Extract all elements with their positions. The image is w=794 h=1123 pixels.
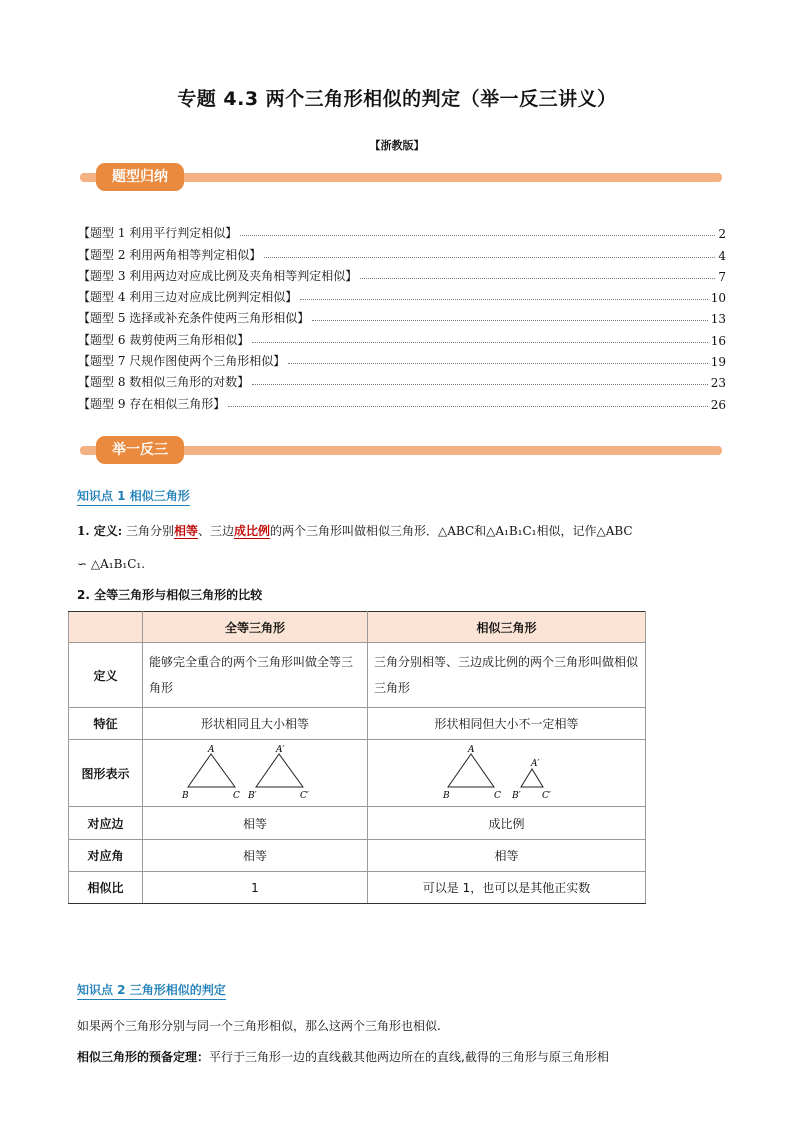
triangle-a1b1c1 — [256, 754, 303, 787]
table-row — [69, 840, 646, 872]
toc-entry-page: 23 — [710, 376, 726, 391]
row-label: 定义 — [69, 643, 143, 708]
vertex-label: A — [468, 744, 475, 755]
similar-triangles-figure — [441, 742, 571, 802]
highlight-equal: 相等 — [173, 524, 198, 538]
knowledge-point-1-heading: 知识点 1 相似三角形 — [77, 487, 190, 506]
table-row — [69, 708, 646, 740]
table-cell: 相等 — [143, 840, 368, 872]
table-row — [69, 740, 646, 807]
toc-entry-page: 26 — [710, 397, 726, 412]
banner-examples — [80, 436, 722, 466]
vertex-label: A′ — [531, 758, 541, 769]
table-header-cell — [69, 612, 143, 643]
toc-entry-page: 2 — [718, 227, 726, 242]
toc-entry[interactable] — [78, 263, 726, 284]
toc-entry-title: 【题型 5 选择或补充条件使两三角形相似】 — [78, 311, 310, 326]
toc-dot-leader — [228, 406, 707, 407]
vertex-label: C′ — [299, 790, 309, 801]
definition-prefix: 1. 定义: — [77, 524, 123, 538]
page-title: 专题 4.3 两个三角形相似的判定（举一反三讲义） — [177, 88, 617, 110]
table-header-row — [69, 612, 646, 643]
comparison-title: 2. 全等三角形与相似三角形的比较 — [77, 588, 263, 602]
toc-dot-leader — [360, 278, 715, 279]
vertex-label: C — [232, 790, 240, 801]
table-header-cell: 相似三角形 — [367, 612, 645, 643]
toc-entry[interactable] — [78, 369, 726, 390]
table-cell: 相等 — [367, 840, 645, 872]
toc-entry-page: 13 — [710, 312, 726, 327]
table-cell: 形状相同但大小不一定相等 — [367, 708, 645, 740]
row-label: 相似比 — [69, 872, 143, 904]
knowledge-point-2-heading: 知识点 2 三角形相似的判定 — [77, 981, 226, 1000]
highlight-proportional: 成比例 — [234, 524, 271, 538]
table-cell: 能够完全重合的两个三角形叫做全等三角形 — [143, 643, 368, 708]
theorem-label: 相似三角形的预备定理： — [77, 1050, 210, 1064]
toc-dot-leader — [300, 299, 707, 300]
toc-entry[interactable] — [78, 326, 726, 347]
table-cell: 相等 — [143, 807, 368, 840]
toc-dot-leader — [288, 363, 707, 364]
definition-text: 、三边 — [197, 524, 234, 538]
vertex-label: A′ — [275, 744, 285, 755]
toc-entry-title: 【题型 9 存在相似三角形】 — [78, 396, 226, 411]
toc-dot-leader — [252, 342, 707, 343]
triangle-a1b1c1 — [521, 769, 543, 787]
banner-question-types — [80, 163, 722, 193]
preparatory-theorem-paragraph — [77, 1048, 727, 1065]
toc-entry-page: 10 — [710, 291, 726, 306]
toc-dot-leader — [312, 320, 707, 321]
table-cell: 形状相同且大小相等 — [143, 708, 368, 740]
figure-similar-cell — [367, 740, 645, 807]
table-row — [69, 807, 646, 840]
toc-entry-page: 7 — [718, 269, 726, 284]
toc-entry-title: 【题型 1 利用平行判定相似】 — [78, 226, 238, 241]
figure-congruent-cell — [143, 740, 368, 807]
table-header-cell: 全等三角形 — [143, 612, 368, 643]
definition-text: 的两个三角形叫做相似三角形．△ABC和△A₁B₁C₁相似，记作△ABC — [270, 524, 633, 538]
triangle-abc — [188, 754, 235, 787]
vertex-label: C — [494, 790, 502, 801]
toc-entry-title: 【题型 4 利用三边对应成比例判定相似】 — [78, 290, 298, 305]
toc-entry-page: 19 — [710, 355, 726, 370]
row-label: 特征 — [69, 708, 143, 740]
vertex-label: B′ — [247, 790, 257, 801]
row-label: 对应角 — [69, 840, 143, 872]
toc-entry-page: 4 — [718, 248, 726, 263]
congruent-triangles-figure — [180, 742, 330, 802]
row-label: 对应边 — [69, 807, 143, 840]
table-cell: 可以是 1，也可以是其他正实数 — [367, 872, 645, 904]
table-row — [69, 643, 646, 708]
toc-entry-title: 【题型 3 利用两边对应成比例及夹角相等判定相似】 — [78, 268, 358, 283]
toc-entry[interactable] — [78, 220, 726, 241]
definition-text: 三角分别 — [122, 524, 174, 538]
vertex-label: B — [181, 790, 189, 801]
banner-label: 举一反三 — [96, 436, 184, 464]
definition-line2: ∽ △A₁B₁C₁. — [77, 557, 146, 571]
vertex-label: B — [443, 790, 451, 801]
definition-paragraph — [77, 515, 722, 581]
toc-entry-title: 【题型 8 数相似三角形的对数】 — [78, 375, 250, 390]
banner-label: 题型归纳 — [96, 163, 184, 191]
vertex-label: B′ — [512, 790, 522, 801]
table-cell: 1 — [143, 872, 368, 904]
toc-entry[interactable] — [78, 348, 726, 369]
toc-entry-title: 【题型 7 尺规作图使两个三角形相似】 — [78, 354, 286, 369]
toc-dot-leader — [252, 384, 707, 385]
toc-entry[interactable] — [78, 241, 726, 262]
table-cell: 三角分别相等、三边成比例的两个三角形叫做相似三角形 — [367, 643, 645, 708]
toc-dot-leader — [264, 257, 715, 258]
toc-entry-title: 【题型 2 利用两角相等判定相似】 — [78, 247, 262, 262]
toc-entry-title: 【题型 6 裁剪使两三角形相似】 — [78, 332, 250, 347]
toc-entry[interactable] — [78, 390, 726, 411]
row-label: 图形表示 — [69, 740, 143, 807]
transitivity-paragraph: 如果两个三角形分别与同一个三角形相似，那么这两个三角形也相似. — [77, 1019, 441, 1033]
table-row — [69, 872, 646, 904]
toc-entry-page: 16 — [710, 333, 726, 348]
vertex-label: C′ — [542, 790, 552, 801]
edition-label: 【浙教版】 — [369, 139, 425, 152]
comparison-table — [68, 611, 646, 904]
vertex-label: A — [207, 744, 215, 755]
triangle-abc — [448, 754, 494, 787]
theorem-text: 平行于三角形一边的直线截其他两边所在的直线,截得的三角形与原三角形相 — [209, 1050, 609, 1064]
toc-dot-leader — [240, 235, 715, 236]
table-cell: 成比例 — [367, 807, 645, 840]
table-of-contents — [78, 220, 726, 412]
toc-entry[interactable] — [78, 284, 726, 305]
toc-entry[interactable] — [78, 305, 726, 326]
